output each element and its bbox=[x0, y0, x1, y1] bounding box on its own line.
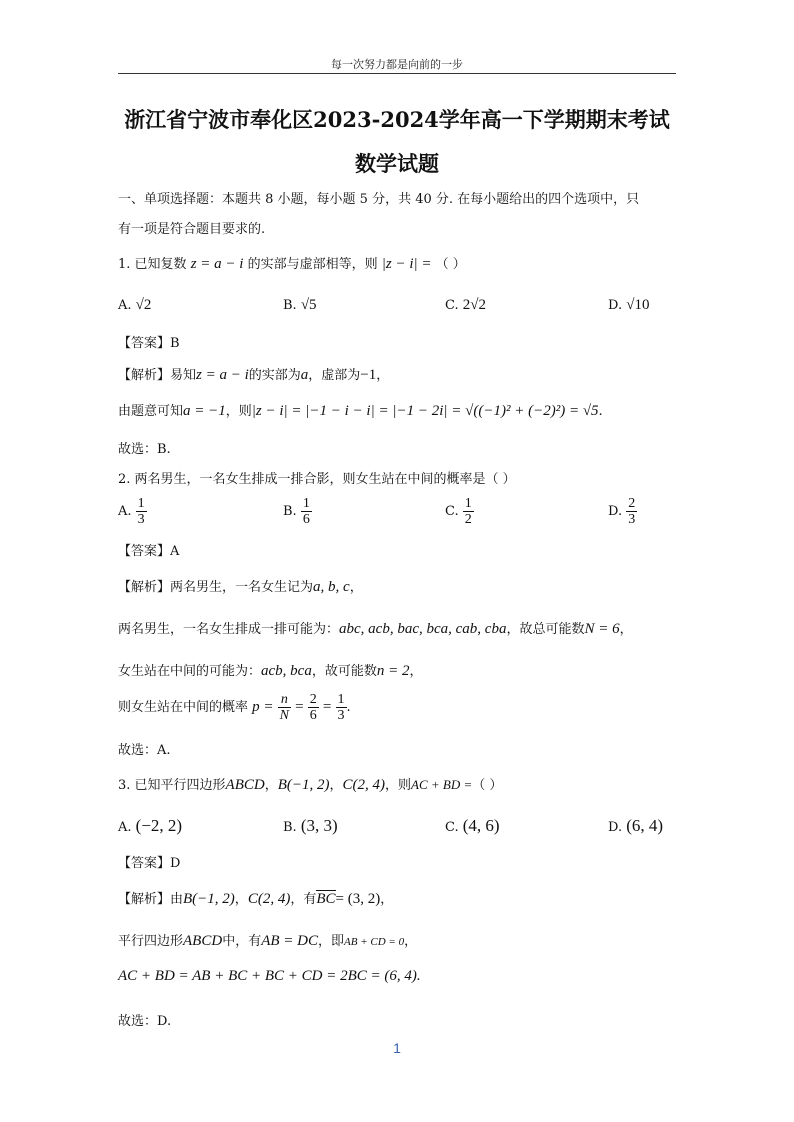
q1-option-c-value: 2√2 bbox=[462, 297, 486, 313]
q3-option-b bbox=[283, 816, 338, 836]
q2-option-d-den: 3 bbox=[628, 512, 636, 527]
q2-answer: 【答案】A bbox=[118, 544, 180, 559]
q1-option-b-value: √5 bbox=[300, 297, 317, 313]
q3-exp2-f: AB + CD = 0 bbox=[344, 936, 405, 948]
q2-exp3-a: 女生站在中间的可能为： bbox=[118, 664, 262, 679]
q3-exp3: AC + BD = AB + BC + BC + CD = 2BC = (6, 4). bbox=[118, 968, 421, 984]
q1-explanation-line2 bbox=[118, 400, 603, 420]
q2-option-d bbox=[608, 496, 637, 527]
q1-abs-expression: |z − i| = bbox=[381, 256, 432, 272]
q3-explanation-line2 bbox=[118, 930, 417, 950]
q3-exp1-e: ，有 bbox=[290, 892, 317, 907]
q2-exp4-frac1 bbox=[278, 692, 291, 723]
q3-exp2-d: AB = DC bbox=[261, 933, 318, 949]
q1-option-d-value: √10 bbox=[626, 297, 650, 313]
q2-exp4-p: p = bbox=[252, 699, 274, 715]
q1-exp2-e: . bbox=[598, 404, 603, 419]
q3-exp1-a: 【解析】由 bbox=[118, 892, 184, 907]
q2-exp2-e: ， bbox=[619, 622, 633, 637]
q3-option-a bbox=[118, 816, 182, 836]
q2-stem: 2. 两名男生，一名女生排成一排合影，则女生站在中间的概率是（ ） bbox=[118, 472, 516, 487]
q3-exp2-c: 中，有 bbox=[222, 934, 262, 949]
q2-exp1-c: ， bbox=[349, 580, 363, 595]
q3-stem-e: ， bbox=[329, 778, 343, 793]
q3-stem-h: AC + BD = bbox=[411, 777, 473, 792]
q3-exp1-h: ， bbox=[380, 892, 394, 907]
q1-exp1-c: 的实部为 bbox=[248, 368, 301, 383]
q1-answer: 【答案】B bbox=[118, 336, 180, 351]
q3-exp2-g: ， bbox=[404, 934, 418, 949]
q2-exp4-frac3 bbox=[336, 692, 347, 723]
q2-exp4-eq1: = bbox=[295, 699, 304, 715]
q1-option-c bbox=[445, 297, 486, 314]
q2-option-b-fraction bbox=[301, 496, 312, 527]
q3-exp1-f: BC bbox=[316, 891, 336, 907]
q2-option-a-fraction bbox=[136, 496, 147, 527]
q3-stem-c: ， bbox=[264, 778, 278, 793]
q3-conclusion: 故选：D. bbox=[118, 1014, 172, 1029]
q1-exp1-a: 【解析】易知 bbox=[118, 368, 197, 383]
q1-option-a-label: A. bbox=[118, 298, 132, 313]
q3-option-c-value: (4, 6) bbox=[462, 816, 500, 835]
q2-conclusion: 故选：A. bbox=[118, 743, 171, 758]
section-intro-line2: 有一项是符合题目要求的. bbox=[118, 222, 266, 237]
q1-option-b bbox=[283, 297, 317, 314]
q2-explanation-line4 bbox=[118, 692, 351, 723]
q2-option-c-num: 1 bbox=[464, 496, 472, 511]
q1-option-d bbox=[608, 297, 649, 314]
q2-option-c-label: C. bbox=[445, 504, 459, 519]
q3-exp1-c: ， bbox=[234, 892, 248, 907]
q1-paren: （ ） bbox=[435, 257, 466, 272]
q1-option-d-label: D. bbox=[608, 298, 623, 313]
q3-stem-g: ，则 bbox=[385, 778, 412, 793]
q3-option-b-value: (3, 3) bbox=[300, 816, 338, 835]
q1-option-a bbox=[118, 297, 151, 314]
q3-option-d-value: (6, 4) bbox=[626, 816, 664, 835]
q1-exp1-e: ，虚部为 bbox=[308, 368, 361, 383]
q2-exp3-d: n = 2 bbox=[376, 663, 410, 679]
q2-exp3-b: acb, bca bbox=[261, 663, 312, 679]
q2-exp4-frac3-num: 1 bbox=[337, 692, 345, 707]
q3-exp2-a: 平行四边形 bbox=[118, 934, 184, 949]
document-subtitle: 数学试题 bbox=[355, 151, 439, 176]
q3-stem-i: （ ） bbox=[472, 778, 503, 793]
q3-stem-d: B(−1, 2) bbox=[277, 777, 330, 793]
q2-option-c-fraction bbox=[463, 496, 474, 527]
q2-exp4-frac1-den: N bbox=[279, 708, 290, 723]
q1-option-b-label: B. bbox=[283, 298, 297, 313]
q2-explanation-line2 bbox=[118, 618, 633, 638]
q1-exp2-a: 由题意可知 bbox=[118, 404, 184, 419]
q1-explanation-line1 bbox=[118, 364, 389, 384]
q1-option-a-value: √2 bbox=[135, 297, 152, 313]
q1-stem bbox=[118, 253, 466, 273]
page-header: 每一次努力都是向前的一步 bbox=[331, 58, 463, 71]
q1-stem-text-a: 1. 已知复数 bbox=[118, 257, 187, 272]
q2-explanation-line1 bbox=[118, 576, 363, 596]
q2-option-d-num: 2 bbox=[628, 496, 636, 511]
q3-answer: 【答案】D bbox=[118, 856, 181, 871]
q2-exp2-a: 两名男生，一名女生排成一排可能为： bbox=[118, 622, 340, 637]
q2-exp4-frac2-den: 6 bbox=[309, 708, 317, 723]
q2-option-d-label: D. bbox=[608, 504, 623, 519]
q2-exp1-a: 【解析】两名男生，一名女生记为 bbox=[118, 580, 314, 595]
q3-option-d-label: D. bbox=[608, 820, 623, 835]
q1-exp1-d: a bbox=[300, 367, 309, 383]
q3-option-a-value: (−2, 2) bbox=[135, 816, 183, 835]
q3-exp2-e: ，即 bbox=[318, 934, 345, 949]
q2-exp4-end: . bbox=[346, 700, 351, 715]
q2-option-a-num: 1 bbox=[137, 496, 145, 511]
q3-option-c-label: C. bbox=[445, 820, 459, 835]
page-number: 1 bbox=[393, 1040, 401, 1056]
q1-exp2-b: a = −1 bbox=[183, 403, 226, 419]
q2-option-c-den: 2 bbox=[464, 512, 472, 527]
q2-option-a-label: A. bbox=[118, 504, 132, 519]
q1-stem-text-b: 的实部与虚部相等，则 bbox=[247, 257, 378, 272]
q3-exp1-d: C(2, 4) bbox=[247, 891, 291, 907]
q3-stem-f: C(2, 4) bbox=[342, 777, 386, 793]
q2-exp4-frac2-num: 2 bbox=[309, 692, 317, 707]
q3-option-d bbox=[608, 816, 663, 836]
q3-exp1-g: = (3, 2) bbox=[335, 891, 381, 907]
q2-exp1-b: a, b, c bbox=[313, 579, 350, 595]
q2-exp3-e: ， bbox=[409, 664, 423, 679]
q2-exp3-c: ，故可能数 bbox=[311, 664, 377, 679]
header-rule bbox=[118, 73, 676, 74]
q1-exp1-f: −1 bbox=[360, 367, 377, 383]
q3-option-c bbox=[445, 816, 500, 836]
q2-exp2-b: abc, acb, bac, bca, cab, cba bbox=[339, 621, 507, 637]
q3-exp2-b: ABCD bbox=[183, 933, 223, 949]
q1-option-c-label: C. bbox=[445, 298, 459, 313]
q2-option-c bbox=[445, 496, 474, 527]
q1-exp2-c: ，则 bbox=[225, 404, 252, 419]
q3-option-a-label: A. bbox=[118, 820, 132, 835]
q1-z-expression: z = a − i bbox=[190, 256, 244, 272]
section-intro-line1: 一、单项选择题：本题共 8 小题，每小题 5 分，共 40 分. 在每小题给出的四个选项中，只 bbox=[118, 192, 640, 207]
q2-exp4-frac2 bbox=[308, 692, 319, 723]
q1-exp2-d: |z − i| = |−1 − i − i| = |−1 − 2i| = √((−1)² + (−2)²) = √5 bbox=[251, 403, 599, 419]
q2-option-b-den: 6 bbox=[302, 512, 310, 527]
q2-exp4-a: 则女生站在中间的概率 bbox=[118, 700, 249, 715]
q2-option-d-fraction bbox=[626, 496, 637, 527]
q2-option-a bbox=[118, 496, 147, 527]
q2-option-b-num: 1 bbox=[302, 496, 310, 511]
q2-exp4-eq2: = bbox=[322, 699, 332, 715]
q3-stem bbox=[118, 774, 502, 794]
document-title: 浙江省宁波市奉化区2023-2024学年高一下学期期末考试 bbox=[124, 107, 670, 132]
q3-explanation-line1 bbox=[118, 888, 393, 908]
q2-exp2-d: N = 6 bbox=[584, 621, 620, 637]
q3-stem-b: ABCD bbox=[225, 777, 265, 793]
q1-exp1-g: ， bbox=[376, 368, 390, 383]
q1-conclusion: 故选：B. bbox=[118, 442, 171, 457]
q2-exp4-frac3-den: 3 bbox=[337, 708, 345, 723]
q2-option-b bbox=[283, 496, 312, 527]
q3-exp1-b: B(−1, 2) bbox=[183, 891, 235, 907]
q2-explanation-line3 bbox=[118, 660, 423, 680]
q2-exp4-frac1-num: n bbox=[278, 692, 291, 708]
q3-stem-a: 3. 已知平行四边形 bbox=[118, 778, 226, 793]
q2-exp2-c: ，故总可能数 bbox=[506, 622, 585, 637]
q1-exp1-b: z = a − i bbox=[196, 367, 249, 383]
q3-option-b-label: B. bbox=[283, 820, 297, 835]
q3-explanation-line3 bbox=[118, 968, 421, 985]
q2-option-a-den: 3 bbox=[137, 512, 145, 527]
q2-option-b-label: B. bbox=[283, 504, 297, 519]
